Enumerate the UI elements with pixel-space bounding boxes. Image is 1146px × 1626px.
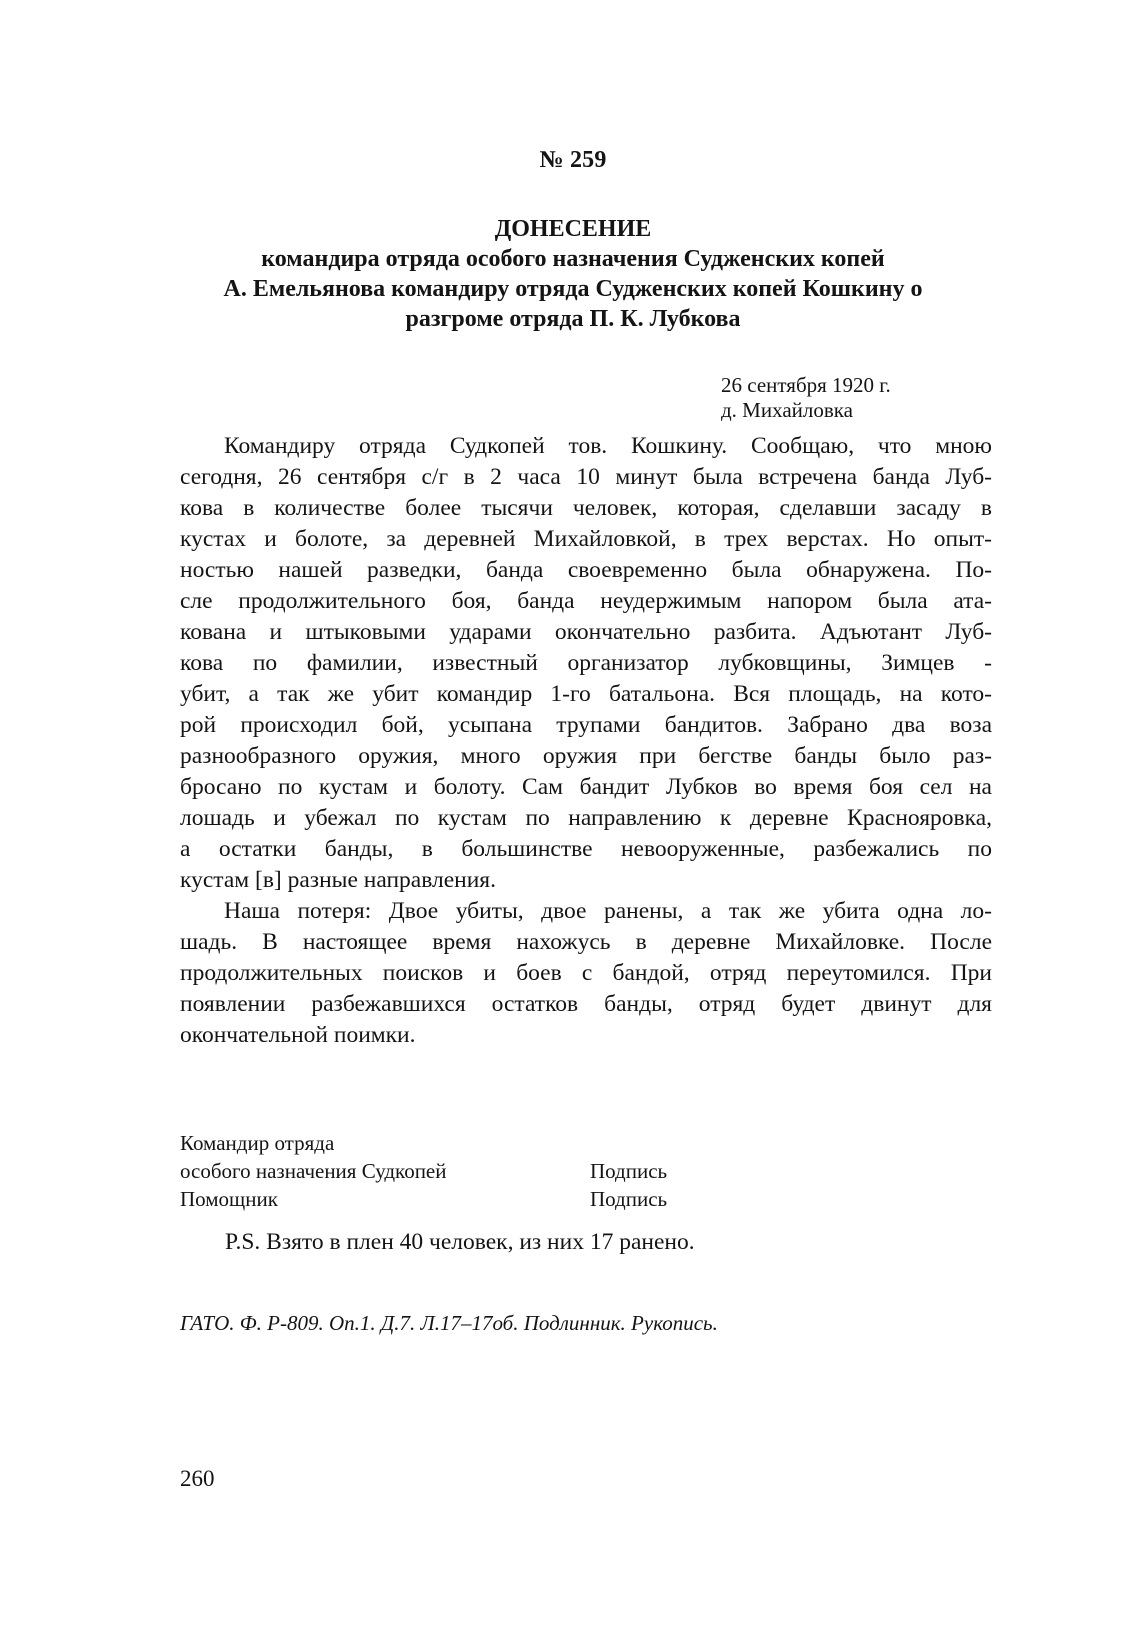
body-line: Командиру отряда Судкопей тов. Кошкину. Сообщаю, что мною	[224, 433, 992, 459]
signature-row	[180, 1129, 667, 1157]
title-line: разгроме отряда П. К. Лубкова	[405, 306, 741, 332]
body-line: лошадь и убежал по кустам по направлению к деревне Краснояровка,	[180, 805, 992, 831]
title-line: командира отряда особого назначения Судженских копей	[261, 246, 885, 272]
page-number: 260	[180, 1466, 215, 1491]
title-line: А. Емельянова командиру отряда Судженских копей Кошкину о	[223, 276, 923, 302]
signature-block	[180, 1129, 667, 1213]
body-line: сегодня, 26 сентября с/г в 2 часа 10 минут была встречена банда Луб-	[180, 464, 992, 490]
body-line: кустах и болоте, за деревней Михайловкой, в трех верстах. Но опыт-	[180, 526, 992, 552]
postscript: P.S. Взято в плен 40 человек, из них 17 ранено.	[225, 1229, 695, 1255]
body-line: шадь. В настоящее время нахожусь в деревне Михайловке. После	[180, 929, 992, 955]
date-place-block	[721, 373, 891, 423]
signatory-title: особого назначения Судкопей	[180, 1159, 447, 1183]
body-line: бросано по кустам и болоту. Сам бандит Лубков во время боя сел на	[180, 774, 992, 800]
body-line: сле продолжительного боя, банда неудержимым напором была ата-	[180, 588, 992, 614]
body-line: Наша потеря: Двое убиты, двое ранены, а так же убита одна ло-	[224, 898, 992, 924]
body-line: кустам [в] разные направления.	[180, 867, 496, 893]
body-line: а остатки банды, в большинстве невооруженные, разбежались по	[180, 836, 992, 862]
body-line: кована и штыковыми ударами окончательно разбита. Адъютант Луб-	[180, 619, 992, 645]
body-line: продолжительных поисков и боев с бандой, отряд переутомился. При	[180, 960, 992, 986]
signature-mark: Подпись	[590, 1187, 668, 1211]
signature-mark: Подпись	[590, 1159, 668, 1183]
body-line: разнообразного оружия, много оружия при бегстве банды было раз-	[180, 743, 992, 769]
document-title	[150, 214, 996, 334]
archive-source-citation: ГАТО. Ф. Р-809. Оп.1. Д.7. Л.17–17об. Подлинник. Рукопись.	[180, 1311, 718, 1335]
document-place: д. Михайловка	[721, 398, 853, 422]
report-body	[180, 431, 992, 1051]
signature-row	[180, 1157, 667, 1185]
body-line: убит, а так же убит командир 1-го батальона. Вся площадь, на кото-	[180, 681, 992, 707]
body-line: кова по фамилии, известный организатор лубковщины, Зимцев -	[180, 650, 992, 676]
body-line: рой происходил бой, усыпана трупами бандитов. Забрано два воза	[180, 712, 992, 738]
body-line: появлении разбежавшихся остатков банды, отряд будет двинут для	[180, 991, 992, 1017]
body-line: окончательной поимки.	[180, 1022, 416, 1048]
document-number: № 259	[539, 147, 607, 173]
signatory-title: Помощник	[180, 1187, 278, 1211]
signatory-title: Командир отряда	[180, 1131, 335, 1155]
body-line: ностью нашей разведки, банда своевременно была обнаружена. По-	[180, 557, 992, 583]
title-heading: ДОНЕСЕНИЕ	[494, 216, 652, 242]
signature-row	[180, 1185, 667, 1213]
body-line: кова в количестве более тысячи человек, которая, сделавши засаду в	[180, 495, 992, 521]
document-date: 26 сентября 1920 г.	[721, 373, 891, 397]
